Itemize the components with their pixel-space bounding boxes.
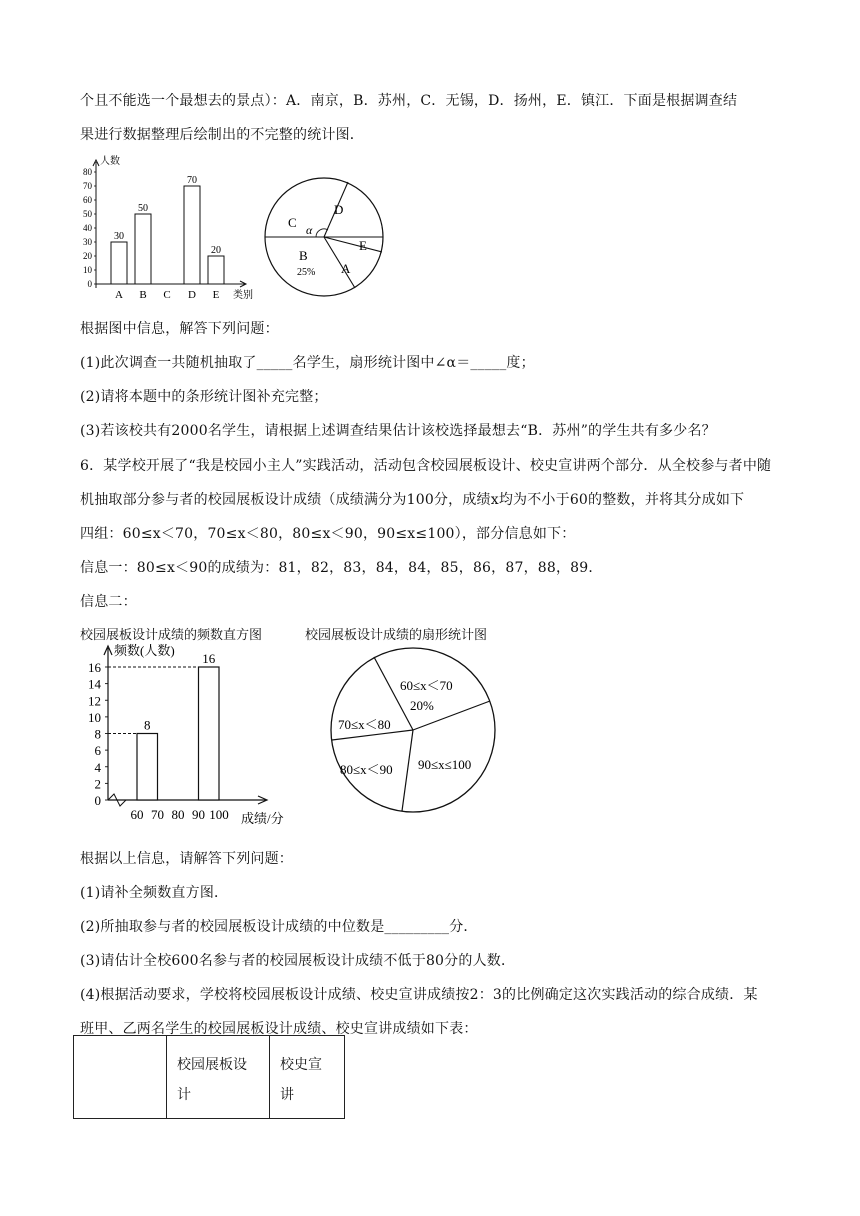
q6-part-1: (1)请补全频数直方图． [80,885,229,901]
table-header-design: 校园展板设计 [167,1036,270,1119]
y-tick-label: 2 [94,776,101,792]
y-tick-label: 6 [94,743,101,759]
x-tick-label: D [188,289,196,301]
score-pie-percent-60-70: 20% [410,698,434,713]
y-tick-label: 16 [88,660,101,675]
x-tick-label: 70 [151,807,164,822]
q6-part-3: (3)请估计全校600名参与者的校园展板设计成绩不低于80分的人数． [80,953,516,969]
q5-lead: 根据图中信息，解答下列问题： [80,321,279,337]
x-tick-label: A [115,289,123,301]
y-tick-label: 10 [88,709,101,725]
y-tick-label: 20 [83,251,92,261]
bar [111,242,127,284]
pie-label-c: C [288,215,297,230]
intro-line-1: 个且不能选一个最想去的景点）：A．南京，B．苏州，C．无锡，D．扬州，E．镇江．下面是根据调查结 [80,93,738,109]
score-table [73,1035,345,1119]
q6-lead: 根据以上信息，请解答下列问题： [80,851,293,867]
pie-label-a: A [341,261,351,276]
q6-stem-line-1: 6．某学校开展了“我是校园小主人”实践活动，活动包含校园展板设计、校史宣讲两个部分．从全校参与者中随 [80,458,772,474]
y-tick-label: 50 [83,209,92,219]
y-tick-label: 10 [83,265,92,275]
y-tick-label: 0 [94,793,101,808]
score-pie-chart [328,644,498,816]
y-tick-label: 70 [83,181,92,191]
q6-part-2: (2)所抽取参与者的校园展板设计成绩的中位数是_________分． [80,919,478,935]
x-tick-label: 100 [209,807,229,822]
histogram-bar [199,667,220,800]
x-tick-label: 90 [192,807,205,822]
q5-part-2: (2)请将本题中的条形统计图补充完整； [80,389,328,405]
bar-data-label: 50 [138,203,148,214]
bar-data-label: 8 [144,717,151,733]
score-pie-label-70-80: 70≤x＜80 [338,717,391,732]
q6-part-4-line-1: (4)根据活动要求，学校将校园展板设计成绩、校史宣讲成绩按2：3的比例确定这次实践活动的综合成绩．某 [80,987,758,1003]
intro-line-2: 果进行数据整理后绘制出的不完整的统计图． [80,127,364,143]
q6-info-2: 信息二： [80,594,137,610]
x-axis-label: 类别 [233,290,253,301]
pie-angle-alpha: α [306,223,313,237]
q6-part-4-line-2: 班甲、乙两名学生的校园展板设计成绩、校史宣讲成绩如下表： [80,1021,478,1037]
pie-b-percent: 25% [297,267,316,278]
q5-part-3: (3)若该校共有2000名学生，请根据上述调查结果估计该校选择最想去“B．苏州”的学生共有多少名？ [80,423,716,439]
histogram-caption: 校园展板设计成绩的频数直方图 [80,628,263,643]
table-header-row [74,1036,345,1119]
bar-data-label: 30 [114,231,124,242]
bar-data-label: 70 [187,175,197,186]
q6-stem-line-3: 四组：60≤x＜70，70≤x＜80，80≤x＜90，90≤x≤100），部分信息如下： [80,526,576,542]
score-pie-label-90-100: 90≤x≤100 [418,757,472,772]
y-tick-label: 8 [94,726,101,742]
bar-data-label: 20 [211,245,221,256]
score-pie-caption: 校园展板设计成绩的扇形统计图 [305,628,488,643]
histogram-bar [137,734,158,801]
table-header-speech: 校史宣讲 [270,1036,345,1119]
x-tick-label: C [163,289,171,301]
q6-stem-line-2: 机抽取部分参与者的校园展板设计成绩（成绩满分为100分，成绩x均为不小于60的整数，并将其分成如下 [80,492,745,508]
y-tick-label: 60 [83,195,92,205]
bar [184,186,200,284]
y-tick-label: 0 [87,279,92,289]
bar [135,214,151,284]
x-tick-label: 60 [130,807,144,822]
bar-data-label: 16 [202,651,216,666]
destination-pie-chart [262,176,390,300]
y-tick-label: 4 [94,759,101,775]
pie-label-b: B [299,248,308,263]
score-histogram [78,640,318,830]
pie-label-d: D [334,202,344,217]
q6-info-1: 信息一：80≤x＜90的成绩为：81，82，83，84，84，85，86，87，88，89． [80,560,603,576]
score-pie-label-60-70: 60≤x＜70 [400,678,453,693]
pie-label-e: E [359,238,367,253]
x-tick-label: 80 [171,807,185,822]
y-axis-label: 人数 [100,156,120,167]
y-tick-label: 30 [83,237,92,247]
y-axis-label: 频数(人数) [114,643,175,658]
y-tick-label: 80 [83,167,92,177]
y-tick-label: 12 [88,693,101,709]
y-tick-label: 14 [88,676,101,692]
bar [208,256,224,284]
y-tick-label: 40 [83,223,92,233]
score-pie-label-80-90: 80≤x＜90 [340,762,393,777]
x-tick-label: E [212,289,220,301]
x-tick-label: B [139,289,147,301]
x-axis-label: 成绩/分 [241,811,284,826]
table-header-blank [74,1036,167,1119]
q5-part-1: (1)此次调查一共随机抽取了_____名学生，扇形统计图中∠α＝_____度； [80,355,535,371]
destination-bar-chart [78,152,260,302]
